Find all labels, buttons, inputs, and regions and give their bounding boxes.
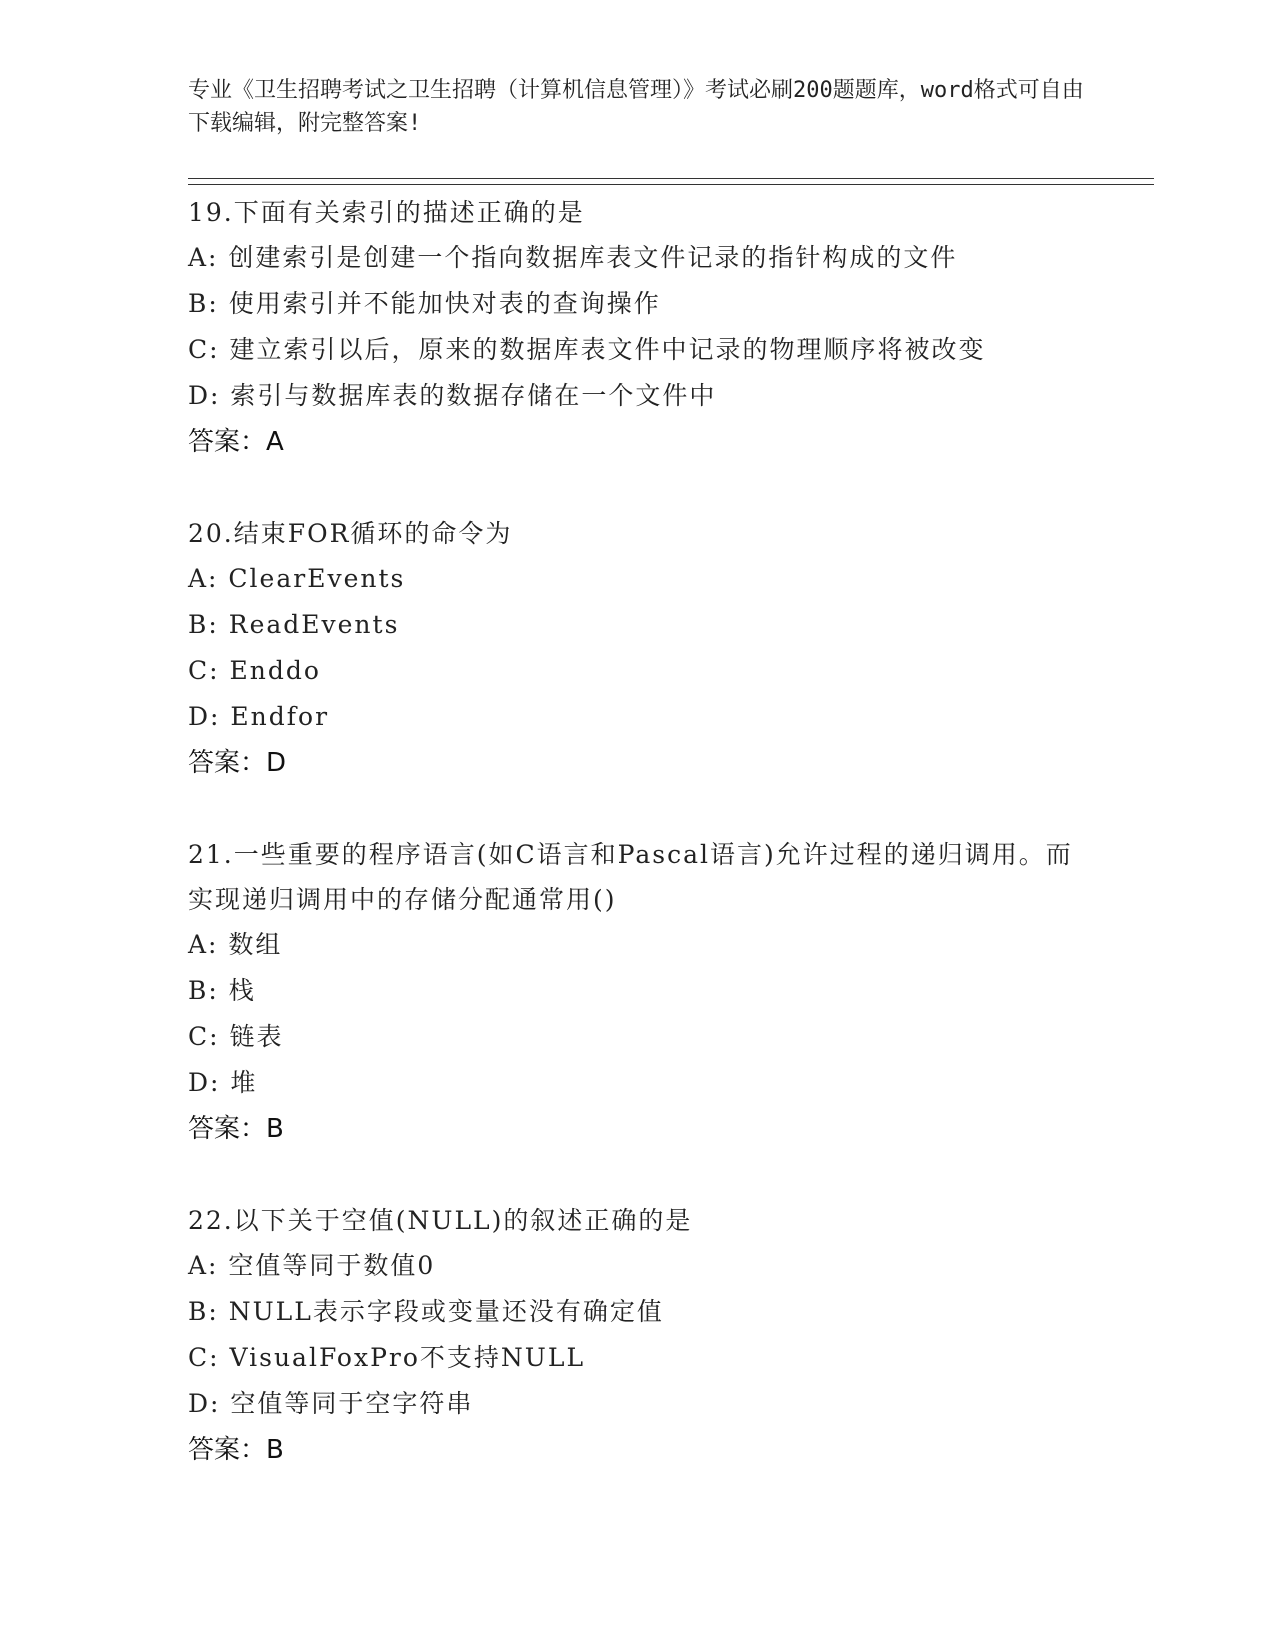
question-stem: 21.一些重要的程序语言(如C语言和Pascal语言)允许过程的递归调用。而实现递归调用中的存储分配通常用() xyxy=(188,840,1073,914)
option-b: B: ReadEvents xyxy=(188,610,400,639)
option-a: A: 创建索引是创建一个指向数据库表文件记录的指针构成的文件 xyxy=(188,243,958,272)
answer-label: 答案：A xyxy=(188,427,284,457)
question-22 xyxy=(188,1198,1088,1473)
question-19 xyxy=(188,190,1088,465)
header-divider-bottom xyxy=(188,184,1154,185)
option-b: B: NULL表示字段或变量还没有确定值 xyxy=(188,1297,664,1326)
option-c: C: Enddo xyxy=(188,656,321,685)
option-c: C: 建立索引以后，原来的数据库表文件中记录的物理顺序将被改变 xyxy=(188,335,986,364)
question-21 xyxy=(188,832,1088,1152)
option-d: D: Endfor xyxy=(188,702,330,731)
option-a: A: ClearEvents xyxy=(188,564,406,593)
question-20 xyxy=(188,511,1088,786)
answer-label: 答案：B xyxy=(188,1435,284,1465)
option-a: A: 空值等同于数值0 xyxy=(188,1251,436,1280)
option-b: B: 使用索引并不能加快对表的查询操作 xyxy=(188,289,661,318)
question-stem: 22.以下关于空值(NULL)的叙述正确的是 xyxy=(188,1206,693,1235)
question-stem: 19.下面有关索引的描述正确的是 xyxy=(188,198,585,227)
option-c: C: VisualFoxPro不支持NULL xyxy=(188,1343,586,1372)
option-d: D: 空值等同于空字符串 xyxy=(188,1389,474,1418)
header-divider-top xyxy=(188,178,1154,179)
answer-label: 答案：D xyxy=(188,748,287,778)
option-a: A: 数组 xyxy=(188,930,283,959)
answer-label: 答案：B xyxy=(188,1114,284,1144)
option-d: D: 索引与数据库表的数据存储在一个文件中 xyxy=(188,381,717,410)
document-intro: 专业《卫生招聘考试之卫生招聘（计算机信息管理）》考试必刷200题题库，word格式可自由下载编辑，附完整答案! xyxy=(188,78,1084,136)
question-list xyxy=(188,190,1088,1519)
question-stem: 20.结束FOR循环的命令为 xyxy=(188,519,513,548)
option-b: B: 栈 xyxy=(188,976,256,1005)
option-c: C: 链表 xyxy=(188,1022,284,1051)
option-d: D: 堆 xyxy=(188,1068,258,1097)
